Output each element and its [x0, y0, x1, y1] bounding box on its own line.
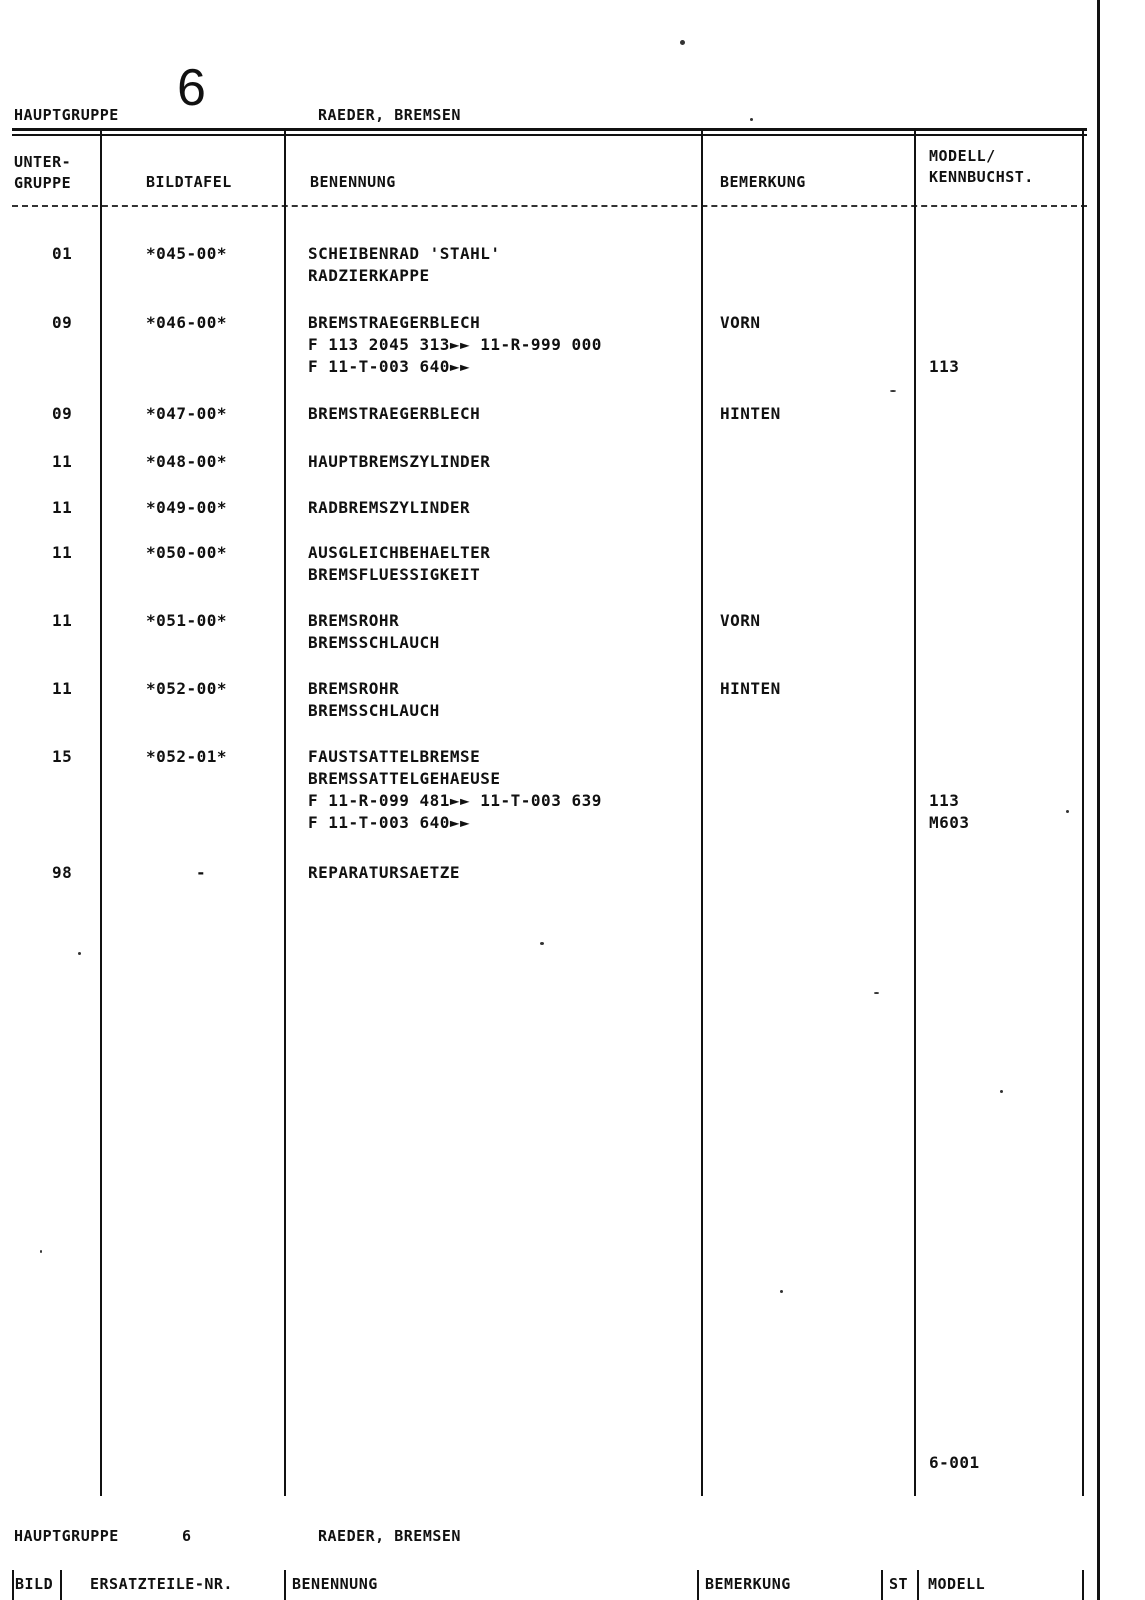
cell-benennung: HAUPTBREMSZYLINDER — [308, 452, 491, 471]
cell-bildtafel: *046-00* — [146, 313, 228, 332]
cell-bildtafel: *052-00* — [146, 679, 228, 698]
page-title: RAEDER, BREMSEN — [318, 106, 461, 124]
cell-benennung: BREMSTRAEGERBLECH — [308, 404, 481, 423]
cell-untergruppe: 01 — [52, 244, 73, 263]
footer-divider-3 — [697, 1570, 699, 1600]
scan-speck — [1000, 1090, 1003, 1093]
scan-speck — [680, 40, 685, 45]
cell-untergruppe: 98 — [52, 863, 73, 882]
footer-col-bemerkung: BEMERKUNG — [705, 1575, 791, 1593]
footer-divider-6 — [1082, 1570, 1084, 1600]
column-divider-3 — [701, 128, 703, 1496]
scan-speck — [40, 1250, 42, 1253]
footer-col-bild: BILD — [15, 1575, 54, 1593]
footer-col-ersatzteile: ERSATZTEILE-NR. — [90, 1575, 233, 1593]
scan-speck — [1066, 810, 1069, 813]
cell-benennung: BREMSROHR BREMSSCHLAUCH — [308, 611, 440, 652]
cell-benennung: REPARATURSAETZE — [308, 863, 460, 882]
scan-speck — [750, 118, 753, 121]
cell-untergruppe: 11 — [52, 679, 73, 698]
cell-untergruppe: 11 — [52, 452, 73, 471]
cell-benennung: RADBREMSZYLINDER — [308, 498, 471, 517]
footer-hauptgruppe-label: HAUPTGRUPPE — [14, 1527, 119, 1545]
col-header-bildtafel: BILDTAFEL — [146, 173, 232, 191]
col-header-benennung: BENENNUNG — [310, 173, 396, 191]
footer-col-modell: MODELL — [928, 1575, 986, 1593]
cell-bemerkung: VORN — [720, 611, 761, 630]
cell-untergruppe: 11 — [52, 498, 73, 517]
scan-speck — [540, 942, 544, 945]
col-header-bemerkung: BEMERKUNG — [720, 173, 806, 191]
footer-hauptgruppe-number: 6 — [182, 1527, 192, 1545]
cell-bildtafel: - — [196, 863, 207, 882]
cell-untergruppe: 11 — [52, 543, 73, 562]
scan-speck — [780, 1290, 783, 1293]
cell-bildtafel: *047-00* — [146, 404, 228, 423]
cell-benennung: FAUSTSATTELBREMSE BREMSSATTELGEHAEUSE F 11-R-099 481►► 11-T-003 639 F 11-T-003 640►► — [308, 747, 602, 832]
footer-title: RAEDER, BREMSEN — [318, 1527, 461, 1545]
page-number: 6-001 — [929, 1453, 980, 1472]
cell-bemerkung: HINTEN — [720, 679, 781, 698]
cell-untergruppe: 09 — [52, 404, 73, 423]
cell-benennung: BREMSROHR BREMSSCHLAUCH — [308, 679, 440, 720]
scan-speck — [890, 390, 896, 392]
footer-divider-2 — [284, 1570, 286, 1600]
cell-bildtafel: *052-01* — [146, 747, 228, 766]
scan-speck — [78, 952, 81, 955]
cell-bildtafel: *049-00* — [146, 498, 228, 517]
column-header-divider — [12, 205, 1087, 207]
column-divider-2 — [284, 128, 286, 1496]
cell-bemerkung: HINTEN — [720, 404, 781, 423]
cell-bildtafel: *051-00* — [146, 611, 228, 630]
column-divider-4 — [914, 128, 916, 1496]
cell-untergruppe: 09 — [52, 313, 73, 332]
hauptgruppe-label: HAUPTGRUPPE — [14, 106, 119, 124]
cell-bildtafel: *050-00* — [146, 543, 228, 562]
scan-speck — [874, 992, 879, 994]
cell-bemerkung: VORN — [720, 313, 761, 332]
column-divider-5 — [1082, 128, 1084, 1496]
cell-untergruppe: 11 — [52, 611, 73, 630]
cell-untergruppe: 15 — [52, 747, 73, 766]
cell-modell: 113 — [929, 357, 960, 376]
cell-benennung: SCHEIBENRAD 'STAHL' RADZIERKAPPE — [308, 244, 501, 285]
cell-bildtafel: *048-00* — [146, 452, 228, 471]
footer-col-st: ST — [889, 1575, 909, 1593]
cell-modell: 113 M603 — [929, 791, 970, 832]
header-rule-top — [12, 128, 1087, 131]
footer-col-benennung: BENENNUNG — [292, 1575, 378, 1593]
footer-divider-1 — [60, 1570, 62, 1600]
cell-benennung: AUSGLEICHBEHAELTER BREMSFLUESSIGKEIT — [308, 543, 491, 584]
col-header-modell: MODELL/ KENNBUCHST. — [929, 147, 1034, 186]
cell-bildtafel: *045-00* — [146, 244, 228, 263]
footer-divider-4 — [881, 1570, 883, 1600]
cell-benennung: BREMSTRAEGERBLECH F 113 2045 313►► 11-R-999 000 F 11-T-003 640►► — [308, 313, 602, 376]
footer-divider-5 — [917, 1570, 919, 1600]
page-right-edge — [1097, 0, 1100, 1600]
header-rule-second — [12, 134, 1087, 136]
footer-divider-0 — [12, 1570, 14, 1600]
hauptgruppe-number: 6 — [177, 59, 206, 117]
column-divider-1 — [100, 128, 102, 1496]
col-header-untergruppe: UNTER- GRUPPE — [14, 153, 72, 192]
